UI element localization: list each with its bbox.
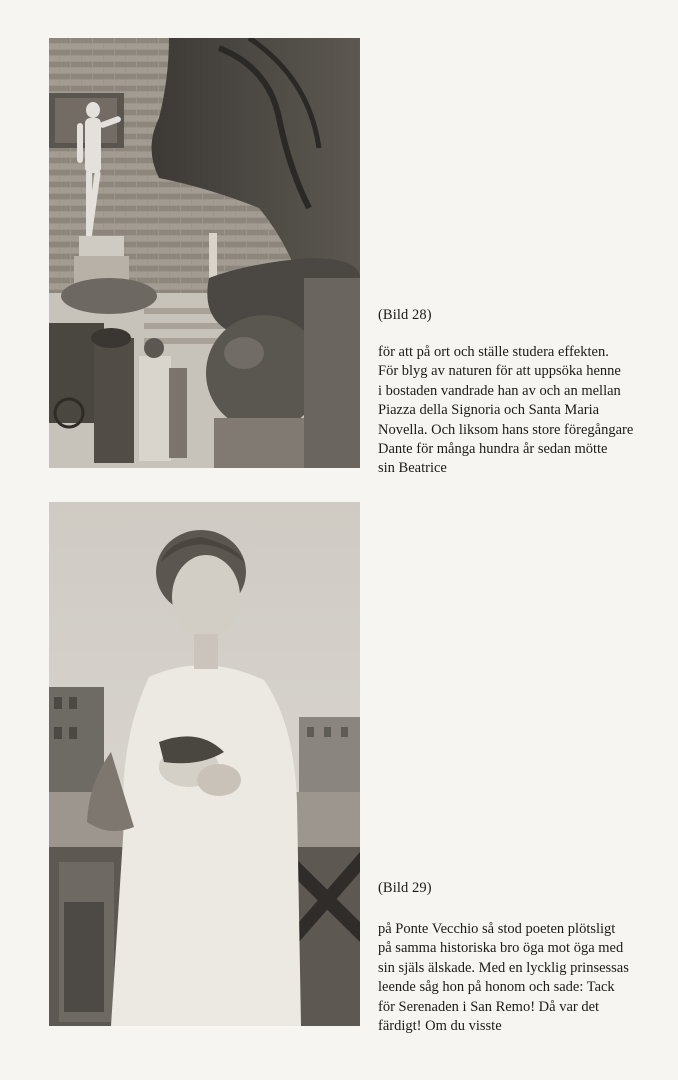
text-line: leende såg hon på honom och sade: Tack: [378, 979, 615, 996]
body-text: [378, 343, 670, 479]
text-line: på Ponte Vecchio så stod poeten plötsligt: [378, 921, 616, 937]
text-line: för Serenaden i San Remo! Då var det: [378, 998, 600, 1015]
figure-caption: (Bild 28): [378, 307, 432, 323]
text-line: Dante för många hundra år sedan mötte: [378, 441, 608, 458]
text-line: i bostaden vandrade han av och an mellan: [378, 382, 621, 399]
text-line: sin Beatrice: [378, 460, 447, 477]
photo-woman-on-bridge: [49, 502, 360, 1026]
text-line: färdigt! Om du visste: [378, 1018, 502, 1035]
body-text: [378, 920, 670, 1036]
text-line: Novella. Och liksom hans store föregångare: [378, 421, 634, 438]
text-line: sin själs älskade. Med en lycklig prinsessas: [378, 959, 629, 976]
text-line: på samma historiska bro öga mot öga med: [378, 940, 624, 957]
figure-caption: (Bild 29): [378, 880, 432, 896]
text-line: För blyg av naturen för att uppsöka henne: [378, 363, 621, 380]
photo-lion-and-david-statue: [49, 38, 360, 468]
text-line: Piazza della Signoria och Santa Maria: [378, 402, 600, 419]
text-line: för att på ort och ställe studera effekten.: [378, 344, 609, 360]
